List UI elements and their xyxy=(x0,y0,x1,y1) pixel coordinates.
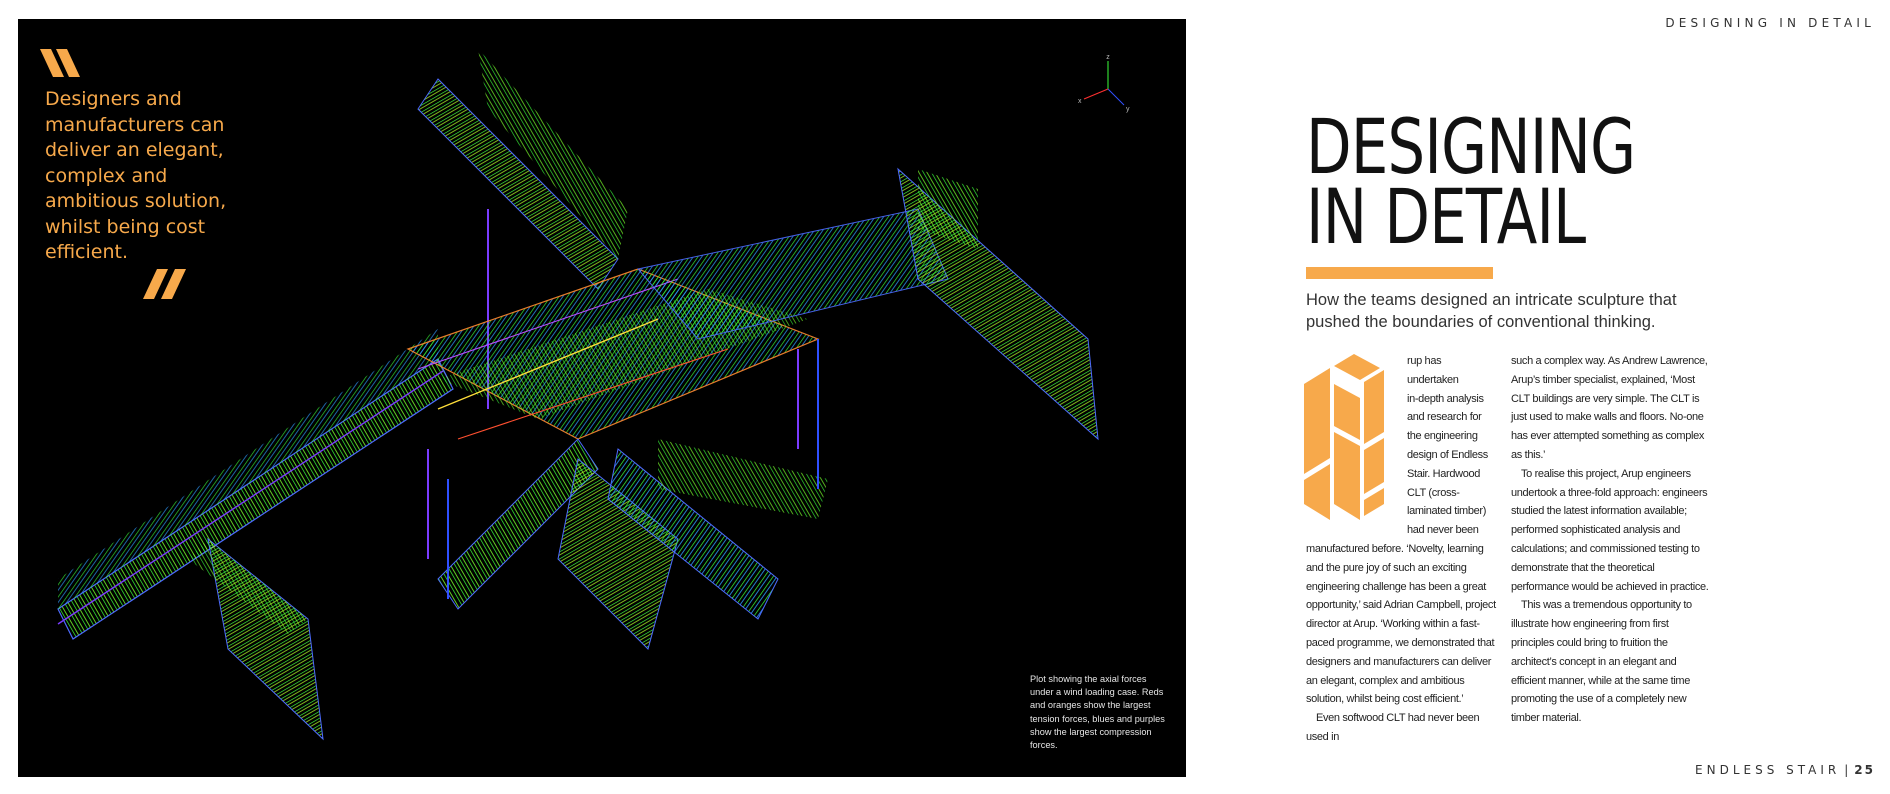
body-line: and research for xyxy=(1407,411,1482,424)
body-paragraph: To realise this project, Arup engineers undertook a three-fold approach: engineers studied the latest information available; performed sophisticated analysis and calculations; and commissioned testing to demonstrate that the theoretical performance would be achieved in practice. xyxy=(1511,467,1709,593)
body-line: had never been xyxy=(1407,524,1479,537)
axis-triad xyxy=(1078,54,1130,113)
body-line: in-depth analysis xyxy=(1407,392,1484,405)
body-column-1 xyxy=(1306,540,1498,747)
footer-separator: | xyxy=(1844,763,1851,777)
running-head: DESIGNING IN DETAIL xyxy=(1665,16,1875,30)
footer-label: ENDLESS STAIR xyxy=(1695,763,1841,777)
body-paragraph: Even softwood CLT had never been used in xyxy=(1306,712,1480,743)
axis-z-label: z xyxy=(1106,54,1110,61)
page-footer xyxy=(1695,763,1875,777)
drop-cap-a-icon xyxy=(1304,354,1404,524)
body-line: CLT (cross- xyxy=(1407,486,1460,499)
close-quote-icon xyxy=(143,269,193,299)
body-paragraph: such a complex way. As Andrew Lawrence, Arup’s timber specialist, explained, ‘Most CLT buildings are very simple. The CLT is just used to make walls and floors. No-one has ever attempted something as complex as this.’ xyxy=(1511,355,1708,461)
body-line: laminated timber) xyxy=(1407,505,1487,518)
body-paragraph: manufactured before. ‘Novelty, learning and the pure joy of such an exciting engineering challenge has been a great opportunity,’ said Adrian Campbell, project director at Arup. ‘Working within a fast-paced programme, we demonstrated that designers and manufacturers can deliver an elegant, complex and ambitious solution, whilst being cost efficient.’ xyxy=(1306,543,1496,706)
body-line: the engineering xyxy=(1407,430,1478,443)
open-quote-icon xyxy=(40,49,88,77)
upper-right-flight xyxy=(638,169,1098,439)
body-line: design of Endless xyxy=(1407,448,1488,461)
title-accent-bar xyxy=(1306,267,1493,279)
axis-x-label: x xyxy=(1078,98,1082,105)
body-column-1-wrapped xyxy=(1407,352,1517,540)
body-line: rup has xyxy=(1407,355,1442,367)
axis-y-label: y xyxy=(1126,106,1130,113)
title-line-2: IN DETAIL xyxy=(1306,172,1586,261)
page-number: 25 xyxy=(1854,763,1875,777)
pull-quote: Designers and manufacturers can deliver an elegant, complex and ambitious solution, whilst being cost efficient. xyxy=(45,88,227,263)
lower-left-flight xyxy=(188,539,323,739)
structural-plot-panel xyxy=(18,19,1186,777)
body-line: undertaken xyxy=(1407,373,1459,386)
body-column-2 xyxy=(1511,352,1709,728)
body-line: Stair. Hardwood xyxy=(1407,467,1481,480)
page-title xyxy=(1306,102,1636,261)
figure-caption: Plot showing the axial forces under a wind loading case. Reds and oranges show the largest tension forces, blues and purples show the largest compression forces. xyxy=(1030,674,1165,751)
body-paragraph: This was a tremendous opportunity to illustrate how engineering from first principles could bring to fruition the architect’s concept in an elegant and efficient manner, while at the same time promoting the use of a completely new timber material. xyxy=(1511,599,1692,725)
subtitle: How the teams designed an intricate sculpture that pushed the boundaries of conventional thinking. xyxy=(1306,291,1677,331)
title-line-1: DESIGNING xyxy=(1306,102,1636,191)
lower-middle-flights xyxy=(438,439,828,649)
